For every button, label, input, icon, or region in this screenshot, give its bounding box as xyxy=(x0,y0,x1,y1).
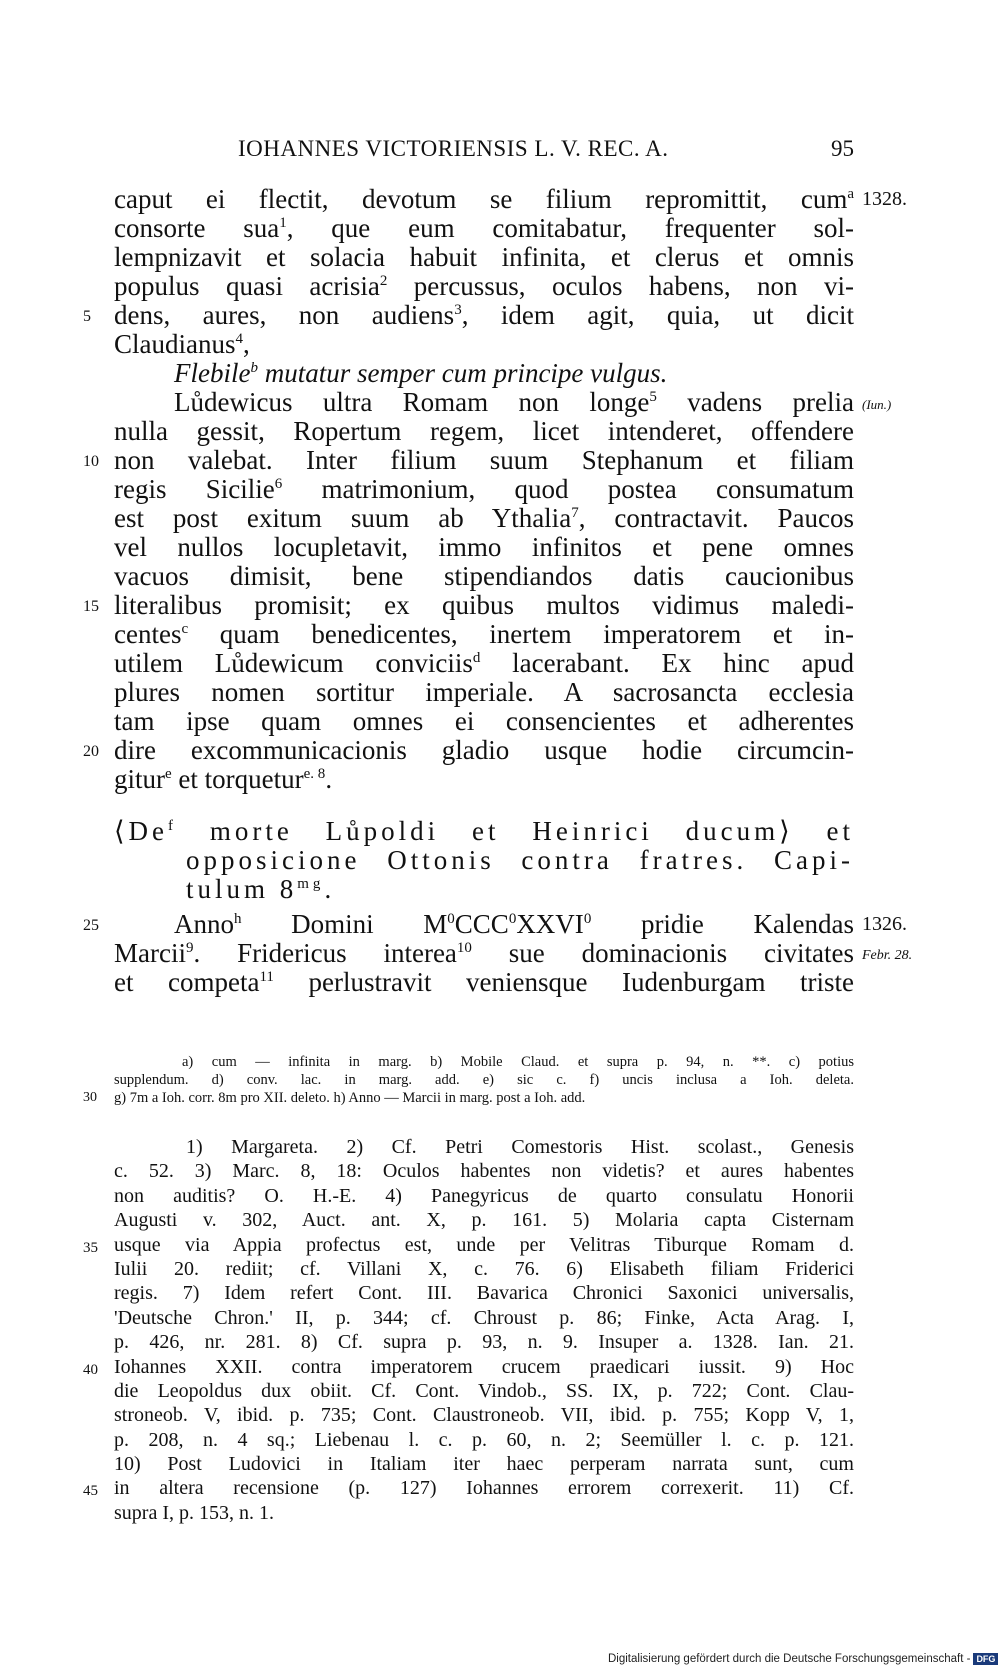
line-number: 45 xyxy=(83,1483,98,1500)
footnote-line: Iulii 20. rediit; cf. Villani X, c. 76. 6) Elisabeth filiam Friderici xyxy=(114,1257,854,1280)
running-header xyxy=(114,136,854,166)
footnote-line: stroneob. V, ibid. p. 735; Cont. Claustroneob. VII, ibid. p. 755; Kopp V, 1, xyxy=(114,1404,854,1427)
footnote-line: p. 426, nr. 281. 8) Cf. supra p. 93, n. 9. Insuper a. 1328. Ian. 21. xyxy=(114,1331,854,1354)
footnote-line: 45 in altera recensione (p. 127) Iohannes errorem correxerit. 11) Cf. xyxy=(114,1476,854,1500)
text-line: vacuos dimisit, bene stipendiandos datis caucionibus xyxy=(114,561,854,591)
line-number: 5 xyxy=(83,308,91,325)
text-line: 10 non valebat. Inter filium suum Stephanum et filiam xyxy=(83,445,854,475)
critical-note: 30 g) 7m a Ioh. corr. 8m pro XII. deleto. h) Anno — Marcii in marg. post a Ioh. add. xyxy=(83,1090,586,1106)
line-number: 15 xyxy=(83,598,99,615)
running-title: IOHANNES VICTORIENSIS L. V. REC. A. xyxy=(238,136,669,161)
footnote-line: 10) Post Ludovici in Italiam iter haec perperam narrata sunt, cum xyxy=(114,1453,854,1476)
footnote-line: supra I, p. 153, n. 1. xyxy=(114,1501,274,1524)
text-line: gitur$^e$ et torquetur$^{e. 8}$. xyxy=(114,764,333,794)
footnote-line: 'Deutsche Chron.' II, p. 344; cf. Chroust p. 86; Finke, Acta Arag. I, xyxy=(114,1306,854,1329)
line-number: 25 xyxy=(83,917,99,934)
line-number: 10 xyxy=(83,453,99,470)
margin-year: 1326. xyxy=(862,913,907,935)
chapter-heading: opposicione Ottonis contra fratres. Capi- xyxy=(186,845,854,875)
text-line: est post exitum suum ab Ythalia$^7$, contractavit. Paucos xyxy=(114,503,854,533)
main-text xyxy=(83,184,913,997)
text-line: nulla gessit, Ropertum regem, licet intenderet, offendere xyxy=(114,416,854,446)
text-line: lempnizavit et solacia habuit infinita, et clerus et omnis xyxy=(114,242,854,272)
text-line: 25 Anno$^h$ Domini $M^0CCC^0XXVI^0$ pridie Kalendas 1326. xyxy=(83,909,907,939)
text-line: 5 dens, aures, non audiens$^3$, idem agit, quia, ut dicit xyxy=(83,300,855,330)
text-line: centes$^c$ quam benedicentes, inertem imperatorem et in- xyxy=(114,619,854,649)
text-line: Lůdewicus ultra Romam non longe$^5$ vadens prelia (Iun.) xyxy=(174,387,892,417)
text-line: populus quasi acrisia$^2$ percussus, oculos habens, non vi- xyxy=(114,271,854,301)
footnote-line: 1) Margareta. 2) Cf. Petri Comestoris Hist. scolast., Genesis xyxy=(186,1136,854,1158)
text-line: consorte sua$^1$, que eum comitabatur, frequenter sol- xyxy=(114,213,855,243)
text-line: plures nomen sortitur imperiale. A sacrosancta ecclesia xyxy=(114,677,854,707)
footnote-line: Augusti v. 302, Auct. ant. X, p. 161. 5) Molaria capta Cisternam xyxy=(114,1209,854,1232)
line-number: 40 xyxy=(83,1361,98,1378)
footnote-line: c. 52. 3) Marc. 8, 18: Oculos habentes non videtis? et aures habentes xyxy=(114,1160,854,1183)
footnotes xyxy=(83,1135,854,1525)
footnote-line: 35 usque via Appia profectus est, unde per Velitras Tiburque Romam d. xyxy=(114,1233,854,1257)
digitization-footer xyxy=(608,1653,998,1665)
footnote-line: non auditis? O. H.-E. 4) Panegyricus de quarto consulatu Honorii xyxy=(114,1184,854,1207)
quotation-line: Flebile$^b$ mutatur semper cum principe vulgus. xyxy=(174,358,668,388)
critical-apparatus xyxy=(83,1053,854,1107)
text-line: et competa$^{11}$ perlustravit veniensque Iudenburgam triste xyxy=(114,967,854,997)
footnote-line: die Leopoldus dux obiit. Cf. Cont. Vindob., SS. IX, p. 722; Cont. Clau- xyxy=(114,1379,854,1402)
margin-date: Febr. 28. xyxy=(862,948,913,963)
text-line: 20 dire excommunicacionis gladio usque hodie circumcin- xyxy=(83,735,854,765)
footnote-line: p. 208, n. 4 sq.; Liebenau l. c. p. 60, n. 2; Seemüller l. c. p. 121. xyxy=(114,1428,854,1451)
margin-month: (Iun.) xyxy=(862,397,892,412)
text-line: 15 literalibus promisit; ex quibus multos vidimus maledi- xyxy=(83,590,854,620)
margin-year: 1328. xyxy=(862,188,907,210)
footnote-line: regis. 7) Idem refert Cont. III. Bavarica Chronici Saxonici universalis, xyxy=(114,1282,854,1305)
critical-note: a) cum — infinita in marg. b) Mobile Claud. et supra p. 94, n. **. c) potius xyxy=(182,1054,854,1070)
footer-text: Digitalisierung gefördert durch die Deutsche Forschungsgemeinschaft - xyxy=(608,1653,971,1666)
line-number: 20 xyxy=(83,743,99,760)
line-number: 30 xyxy=(83,1090,97,1105)
chapter-heading: ⟨De$^f$ morte Lůpoldi et Heinrici ducum⟩ et xyxy=(114,816,854,846)
text-line: tam ipse quam omnes ei consencientes et adherentes xyxy=(114,706,854,736)
page-number: 95 xyxy=(831,136,854,161)
line-number: 35 xyxy=(83,1239,98,1256)
text-line: Claudianus$^4$, xyxy=(114,329,250,359)
chapter-heading: tulum $8^{mg}$. xyxy=(186,874,336,904)
text-line: regis Sicilie$^6$ matrimonium, quod postea consumatum xyxy=(114,474,854,504)
text-line: caput ei flectit, devotum se filium repromittit, cum$^a$ 1328. xyxy=(114,184,907,214)
text-line: vel nullos locupletavit, immo infinitos et pene omnes xyxy=(114,532,854,562)
text-line: utilem Lůdewicum conviciis$^d$ lacerabant. Ex hinc apud xyxy=(114,648,854,678)
dfg-logo: DFG xyxy=(973,1653,998,1665)
critical-note: supplendum. d) conv. lac. in marg. add. e) sic c. f) uncis inclusa a Ioh. deleta. xyxy=(114,1072,854,1088)
text-line: Marcii$^9$. Fridericus interea$^{10}$ sue dominacionis civitates Febr. 28. xyxy=(114,938,913,968)
footnote-line: 40 Iohannes XXII. contra imperatorem crucem praedicari iussit. 9) Hoc xyxy=(114,1355,854,1379)
